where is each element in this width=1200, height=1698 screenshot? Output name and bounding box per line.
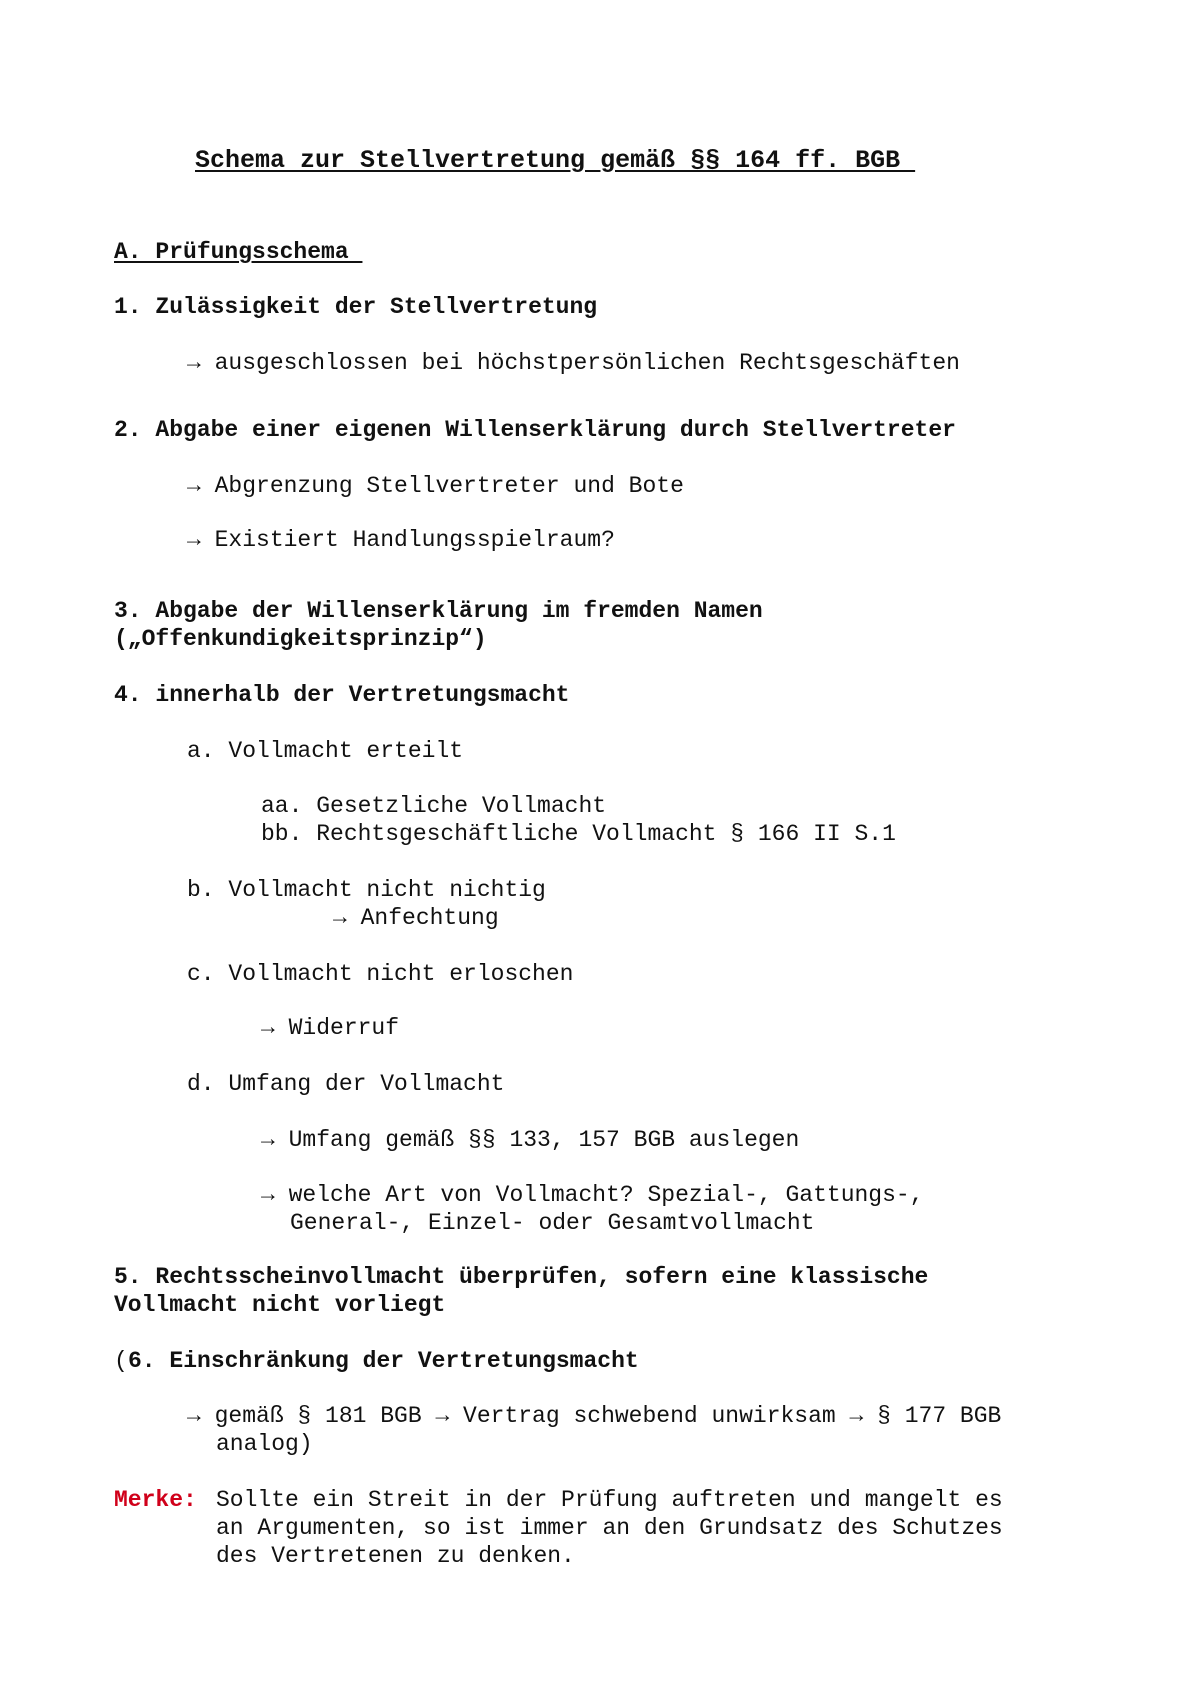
item-4d-note-2-line-2: General-, Einzel- oder Gesamtvollmacht [290,1210,815,1236]
item-3-heading-line-1: 3. Abgabe der Willenserklärung im fremden Namen [114,598,763,624]
item-4b: b. Vollmacht nicht nichtig [187,877,546,903]
item-6-open-paren: ( [114,1348,128,1374]
item-6-note-line-2: analog) [216,1431,313,1457]
document-title: Schema zur Stellvertretung gemäß §§ 164 ff. BGB [195,146,916,175]
item-2-note-2: → Existiert Handlungsspielraum? [187,527,615,553]
item-5-heading-line-1: 5. Rechtsscheinvollmacht überprüfen, sofern eine klassische [114,1264,929,1290]
item-6-heading: 6. Einschränkung der Vertretungsmacht [128,1348,639,1374]
item-4b-note: → Anfechtung [333,905,499,931]
merke-text-line-1: Sollte ein Streit in der Prüfung auftreten und mangelt es [216,1487,1003,1513]
item-2-note-1: → Abgrenzung Stellvertreter und Bote [187,473,684,499]
item-4c-note: → Widerruf [261,1015,400,1041]
item-1-heading: 1. Zulässigkeit der Stellvertretung [114,294,598,320]
item-4c: c. Vollmacht nicht erloschen [187,961,574,987]
item-4a-aa: aa. Gesetzliche Vollmacht [261,793,607,819]
item-4d-note-2-line-1: → welche Art von Vollmacht? Spezial-, Gattungs-, [261,1182,924,1208]
merke-text-line-3: des Vertretenen zu denken. [216,1543,575,1569]
item-1-note: → ausgeschlossen bei höchstpersönlichen Rechtsgeschäften [187,350,960,376]
item-5-heading-line-2: Vollmacht nicht vorliegt [114,1292,446,1318]
item-4a-bb: bb. Rechtsgeschäftliche Vollmacht § 166 II S.1 [261,821,896,847]
item-4-heading: 4. innerhalb der Vertretungsmacht [114,682,570,708]
item-4a: a. Vollmacht erteilt [187,738,464,764]
merke-text-line-2: an Argumenten, so ist immer an den Grundsatz des Schutzes [216,1515,1003,1541]
item-4d: d. Umfang der Vollmacht [187,1071,505,1097]
item-6-note-line-1: → gemäß § 181 BGB → Vertrag schwebend unwirksam → § 177 BGB [187,1403,1002,1429]
section-heading-a: A. Prüfungsschema [114,239,363,265]
merke-label: Merke: [114,1487,197,1513]
item-4d-note-1: → Umfang gemäß §§ 133, 157 BGB auslegen [261,1127,800,1153]
item-3-heading-line-2: („Offenkundigkeitsprinzip“) [114,626,487,652]
item-2-heading: 2. Abgabe einer eigenen Willenserklärung durch Stellvertreter [114,417,956,443]
